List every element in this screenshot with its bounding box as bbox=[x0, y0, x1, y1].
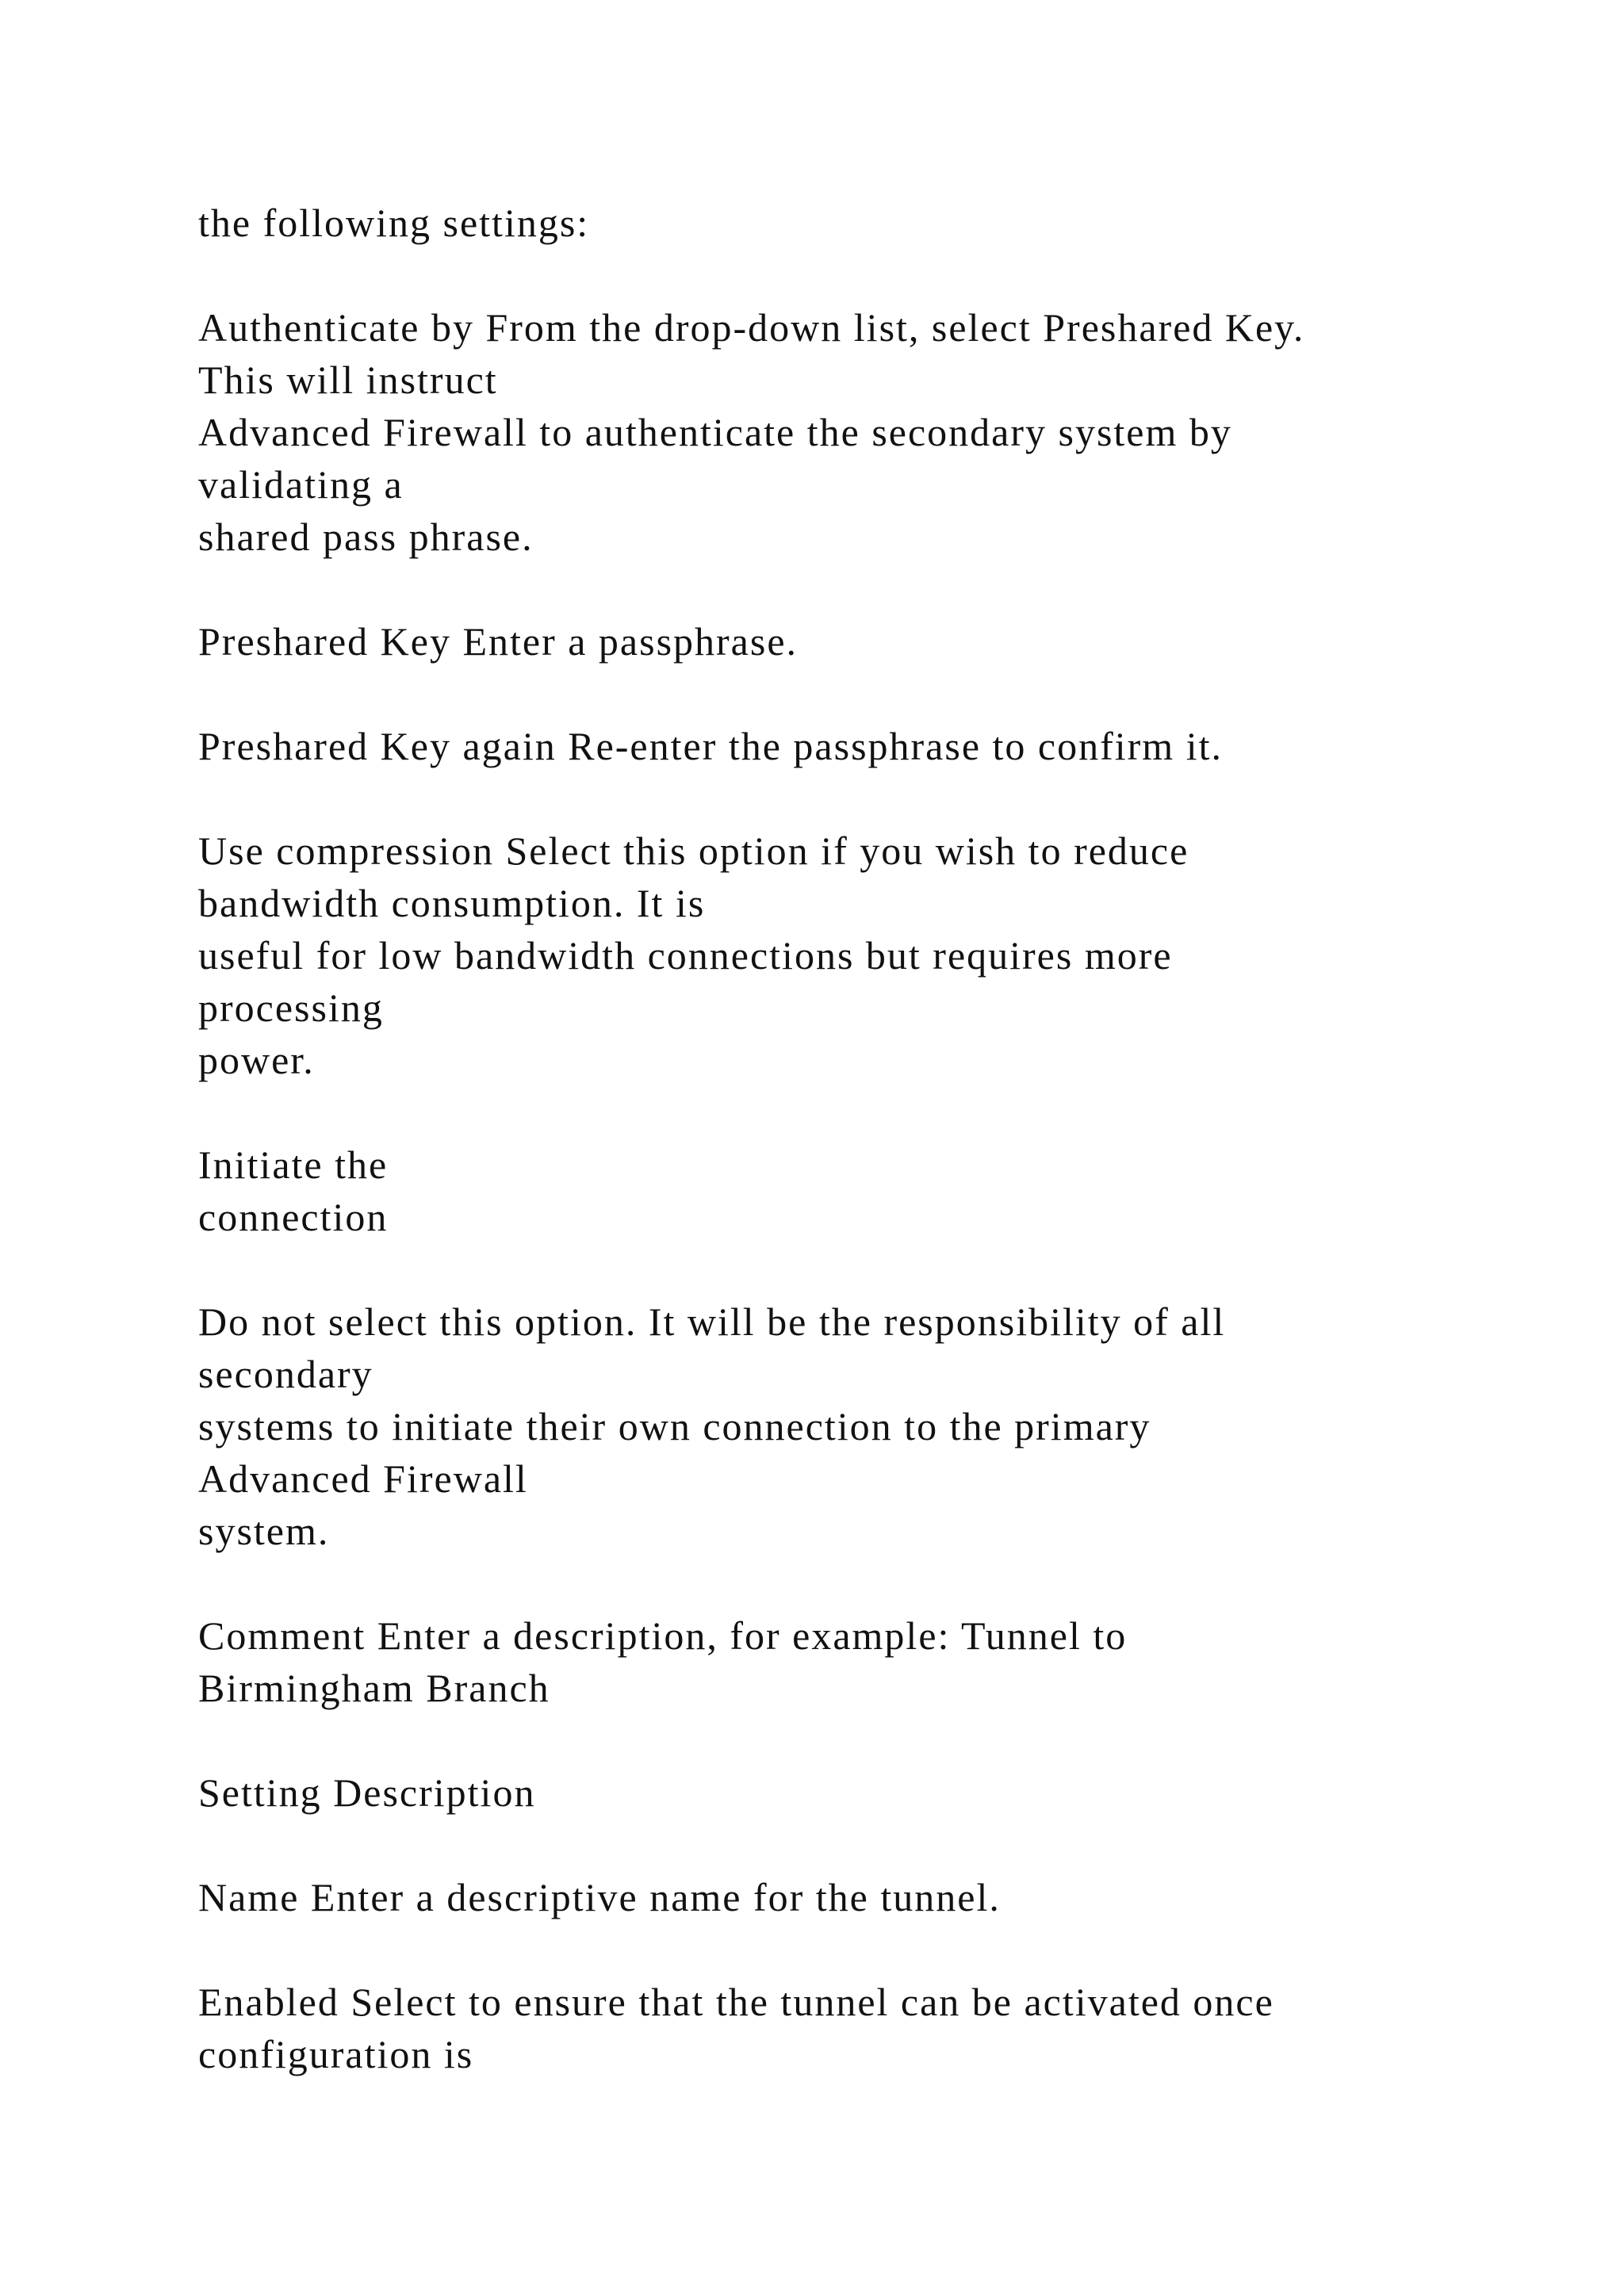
paragraph-preshared-key bbox=[198, 615, 1546, 668]
text-line: validating a bbox=[198, 462, 404, 507]
paragraph-authenticate-by bbox=[198, 301, 1546, 563]
text-line: system. bbox=[198, 1509, 330, 1553]
text-line: systems to initiate their own connection to the primary bbox=[198, 1404, 1151, 1448]
text-line: Preshared Key again Re-enter the passphrase to confirm it. bbox=[198, 724, 1223, 768]
text-line: Name Enter a descriptive name for the tunnel. bbox=[198, 1875, 1001, 1919]
text-line: connection bbox=[198, 1195, 389, 1239]
text-line: Setting Description bbox=[198, 1770, 536, 1815]
text-line: power. bbox=[198, 1038, 315, 1082]
text-line: Comment Enter a description, for example: Tunnel to bbox=[198, 1613, 1128, 1658]
text-line: useful for low bandwidth connections but requires more bbox=[198, 933, 1173, 978]
text-line: secondary bbox=[198, 1352, 373, 1396]
paragraph-do-not-select bbox=[198, 1295, 1546, 1557]
paragraph-enabled bbox=[198, 1976, 1546, 2080]
paragraph-comment bbox=[198, 1609, 1546, 1714]
paragraph-setting-description bbox=[198, 1766, 1546, 1819]
paragraph-preshared-key-again bbox=[198, 720, 1546, 772]
text-line: shared pass phrase. bbox=[198, 515, 534, 559]
paragraph-intro bbox=[198, 197, 1546, 249]
text-line: Initiate the bbox=[198, 1142, 389, 1187]
text-line: bandwidth consumption. It is bbox=[198, 881, 706, 925]
text-line: Preshared Key Enter a passphrase. bbox=[198, 619, 799, 664]
text-line: the following settings: bbox=[198, 201, 590, 245]
text-line: This will instruct bbox=[198, 358, 498, 402]
text-line: Enabled Select to ensure that the tunnel can be activated once bbox=[198, 1980, 1274, 2024]
text-line: Advanced Firewall bbox=[198, 1456, 528, 1501]
text-line: Birmingham Branch bbox=[198, 1666, 550, 1710]
text-line: Do not select this option. It will be the responsibility of all bbox=[198, 1299, 1226, 1344]
text-line: processing bbox=[198, 985, 384, 1030]
document-body bbox=[198, 197, 1546, 2133]
paragraph-use-compression bbox=[198, 825, 1546, 1086]
text-line: configuration is bbox=[198, 2032, 474, 2076]
paragraph-name bbox=[198, 1871, 1546, 1923]
text-line: Advanced Firewall to authenticate the secondary system by bbox=[198, 410, 1232, 454]
text-line: Authenticate by From the drop-down list, select Preshared Key. bbox=[198, 305, 1305, 350]
paragraph-initiate-connection bbox=[198, 1138, 1546, 1243]
text-line: Use compression Select this option if you wish to reduce bbox=[198, 828, 1189, 873]
